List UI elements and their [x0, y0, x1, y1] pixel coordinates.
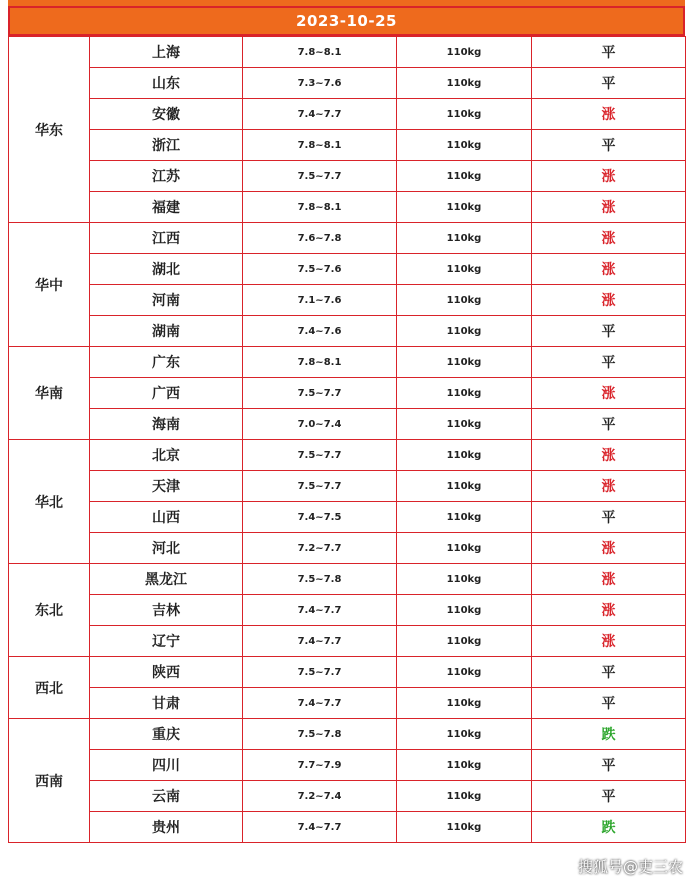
- province-cell: 山东: [90, 68, 243, 99]
- price-range-cell: 7.4~7.6: [243, 316, 397, 347]
- province-cell: 陕西: [90, 657, 243, 688]
- price-range-cell: 7.5~7.8: [243, 719, 397, 750]
- table-row: [9, 316, 686, 347]
- trend-cell: 跌: [532, 812, 686, 843]
- province-cell: 北京: [90, 440, 243, 471]
- weight-cell: 110kg: [397, 68, 532, 99]
- province-cell: 安徽: [90, 99, 243, 130]
- region-cell: 东北: [9, 564, 90, 657]
- weight-cell: 110kg: [397, 192, 532, 223]
- province-cell: 重庆: [90, 719, 243, 750]
- province-cell: 黑龙江: [90, 564, 243, 595]
- weight-cell: 110kg: [397, 812, 532, 843]
- price-range-cell: 7.5~7.8: [243, 564, 397, 595]
- weight-cell: 110kg: [397, 750, 532, 781]
- region-cell: 华北: [9, 440, 90, 564]
- weight-cell: 110kg: [397, 347, 532, 378]
- price-range-cell: 7.0~7.4: [243, 409, 397, 440]
- trend-cell: 平: [532, 68, 686, 99]
- price-range-cell: 7.5~7.7: [243, 378, 397, 409]
- weight-cell: 110kg: [397, 719, 532, 750]
- price-range-cell: 7.4~7.7: [243, 812, 397, 843]
- trend-cell: 平: [532, 502, 686, 533]
- trend-cell: 涨: [532, 564, 686, 595]
- province-cell: 吉林: [90, 595, 243, 626]
- weight-cell: 110kg: [397, 161, 532, 192]
- date-header: [8, 6, 685, 36]
- trend-cell: 涨: [532, 99, 686, 130]
- weight-cell: 110kg: [397, 440, 532, 471]
- pig-price-table: [8, 36, 686, 843]
- weight-cell: 110kg: [397, 595, 532, 626]
- province-cell: 山西: [90, 502, 243, 533]
- table-body: [9, 37, 686, 843]
- price-range-cell: 7.5~7.7: [243, 440, 397, 471]
- price-range-cell: 7.1~7.6: [243, 285, 397, 316]
- trend-cell: 涨: [532, 378, 686, 409]
- province-cell: 广东: [90, 347, 243, 378]
- table-row: [9, 99, 686, 130]
- table-row: [9, 68, 686, 99]
- trend-cell: 涨: [532, 223, 686, 254]
- trend-cell: 涨: [532, 161, 686, 192]
- price-range-cell: 7.5~7.6: [243, 254, 397, 285]
- weight-cell: 110kg: [397, 130, 532, 161]
- price-range-cell: 7.8~8.1: [243, 37, 397, 68]
- trend-cell: 平: [532, 37, 686, 68]
- province-cell: 浙江: [90, 130, 243, 161]
- table-row: [9, 192, 686, 223]
- table-row: [9, 719, 686, 750]
- trend-cell: 平: [532, 347, 686, 378]
- province-cell: 天津: [90, 471, 243, 502]
- weight-cell: 110kg: [397, 285, 532, 316]
- price-range-cell: 7.5~7.7: [243, 657, 397, 688]
- trend-cell: 平: [532, 316, 686, 347]
- weight-cell: 110kg: [397, 223, 532, 254]
- price-range-cell: 7.7~7.9: [243, 750, 397, 781]
- price-range-cell: 7.4~7.7: [243, 99, 397, 130]
- trend-cell: 平: [532, 657, 686, 688]
- province-cell: 河北: [90, 533, 243, 564]
- region-cell: 华中: [9, 223, 90, 347]
- table-row: [9, 533, 686, 564]
- province-cell: 江苏: [90, 161, 243, 192]
- price-range-cell: 7.4~7.7: [243, 688, 397, 719]
- trend-cell: 跌: [532, 719, 686, 750]
- province-cell: 广西: [90, 378, 243, 409]
- price-range-cell: 7.4~7.7: [243, 626, 397, 657]
- province-cell: 江西: [90, 223, 243, 254]
- trend-cell: 涨: [532, 285, 686, 316]
- table-row: [9, 37, 686, 68]
- province-cell: 湖北: [90, 254, 243, 285]
- table-row: [9, 347, 686, 378]
- trend-cell: 涨: [532, 254, 686, 285]
- price-range-cell: 7.8~8.1: [243, 130, 397, 161]
- table-row: [9, 657, 686, 688]
- region-cell: 华南: [9, 347, 90, 440]
- province-cell: 海南: [90, 409, 243, 440]
- price-range-cell: 7.2~7.7: [243, 533, 397, 564]
- trend-cell: 涨: [532, 471, 686, 502]
- table-row: [9, 223, 686, 254]
- trend-cell: 涨: [532, 626, 686, 657]
- province-cell: 湖南: [90, 316, 243, 347]
- price-range-cell: 7.5~7.7: [243, 471, 397, 502]
- trend-cell: 平: [532, 409, 686, 440]
- table-row: [9, 502, 686, 533]
- province-cell: 上海: [90, 37, 243, 68]
- table-row: [9, 471, 686, 502]
- weight-cell: 110kg: [397, 657, 532, 688]
- price-range-cell: 7.8~8.1: [243, 192, 397, 223]
- weight-cell: 110kg: [397, 781, 532, 812]
- region-cell: 西南: [9, 719, 90, 843]
- table-row: [9, 378, 686, 409]
- weight-cell: 110kg: [397, 378, 532, 409]
- weight-cell: 110kg: [397, 409, 532, 440]
- province-cell: 云南: [90, 781, 243, 812]
- region-cell: 华东: [9, 37, 90, 223]
- table-row: [9, 130, 686, 161]
- price-range-cell: 7.2~7.4: [243, 781, 397, 812]
- weight-cell: 110kg: [397, 316, 532, 347]
- price-range-cell: 7.6~7.8: [243, 223, 397, 254]
- trend-cell: 平: [532, 781, 686, 812]
- table-row: [9, 750, 686, 781]
- weight-cell: 110kg: [397, 626, 532, 657]
- trend-cell: 平: [532, 130, 686, 161]
- price-range-cell: 7.8~8.1: [243, 347, 397, 378]
- weight-cell: 110kg: [397, 99, 532, 130]
- table-row: [9, 161, 686, 192]
- table-row: [9, 254, 686, 285]
- table-row: [9, 595, 686, 626]
- weight-cell: 110kg: [397, 502, 532, 533]
- price-range-cell: 7.5~7.7: [243, 161, 397, 192]
- table-row: [9, 688, 686, 719]
- province-cell: 贵州: [90, 812, 243, 843]
- weight-cell: 110kg: [397, 37, 532, 68]
- province-cell: 河南: [90, 285, 243, 316]
- trend-cell: 涨: [532, 440, 686, 471]
- trend-cell: 涨: [532, 192, 686, 223]
- weight-cell: 110kg: [397, 533, 532, 564]
- province-cell: 四川: [90, 750, 243, 781]
- watermark: 搜狐号@吏三农: [577, 858, 683, 876]
- table-row: [9, 812, 686, 843]
- table-row: [9, 781, 686, 812]
- trend-cell: 平: [532, 688, 686, 719]
- weight-cell: 110kg: [397, 471, 532, 502]
- price-range-cell: 7.4~7.7: [243, 595, 397, 626]
- trend-cell: 涨: [532, 533, 686, 564]
- price-range-cell: 7.4~7.5: [243, 502, 397, 533]
- table-row: [9, 285, 686, 316]
- date-label: 2023-10-25: [296, 12, 397, 30]
- table-row: [9, 440, 686, 471]
- province-cell: 辽宁: [90, 626, 243, 657]
- price-range-cell: 7.3~7.6: [243, 68, 397, 99]
- weight-cell: 110kg: [397, 688, 532, 719]
- trend-cell: 平: [532, 750, 686, 781]
- table-row: [9, 564, 686, 595]
- province-cell: 甘肃: [90, 688, 243, 719]
- table-row: [9, 626, 686, 657]
- weight-cell: 110kg: [397, 254, 532, 285]
- trend-cell: 涨: [532, 595, 686, 626]
- weight-cell: 110kg: [397, 564, 532, 595]
- table-row: [9, 409, 686, 440]
- region-cell: 西北: [9, 657, 90, 719]
- province-cell: 福建: [90, 192, 243, 223]
